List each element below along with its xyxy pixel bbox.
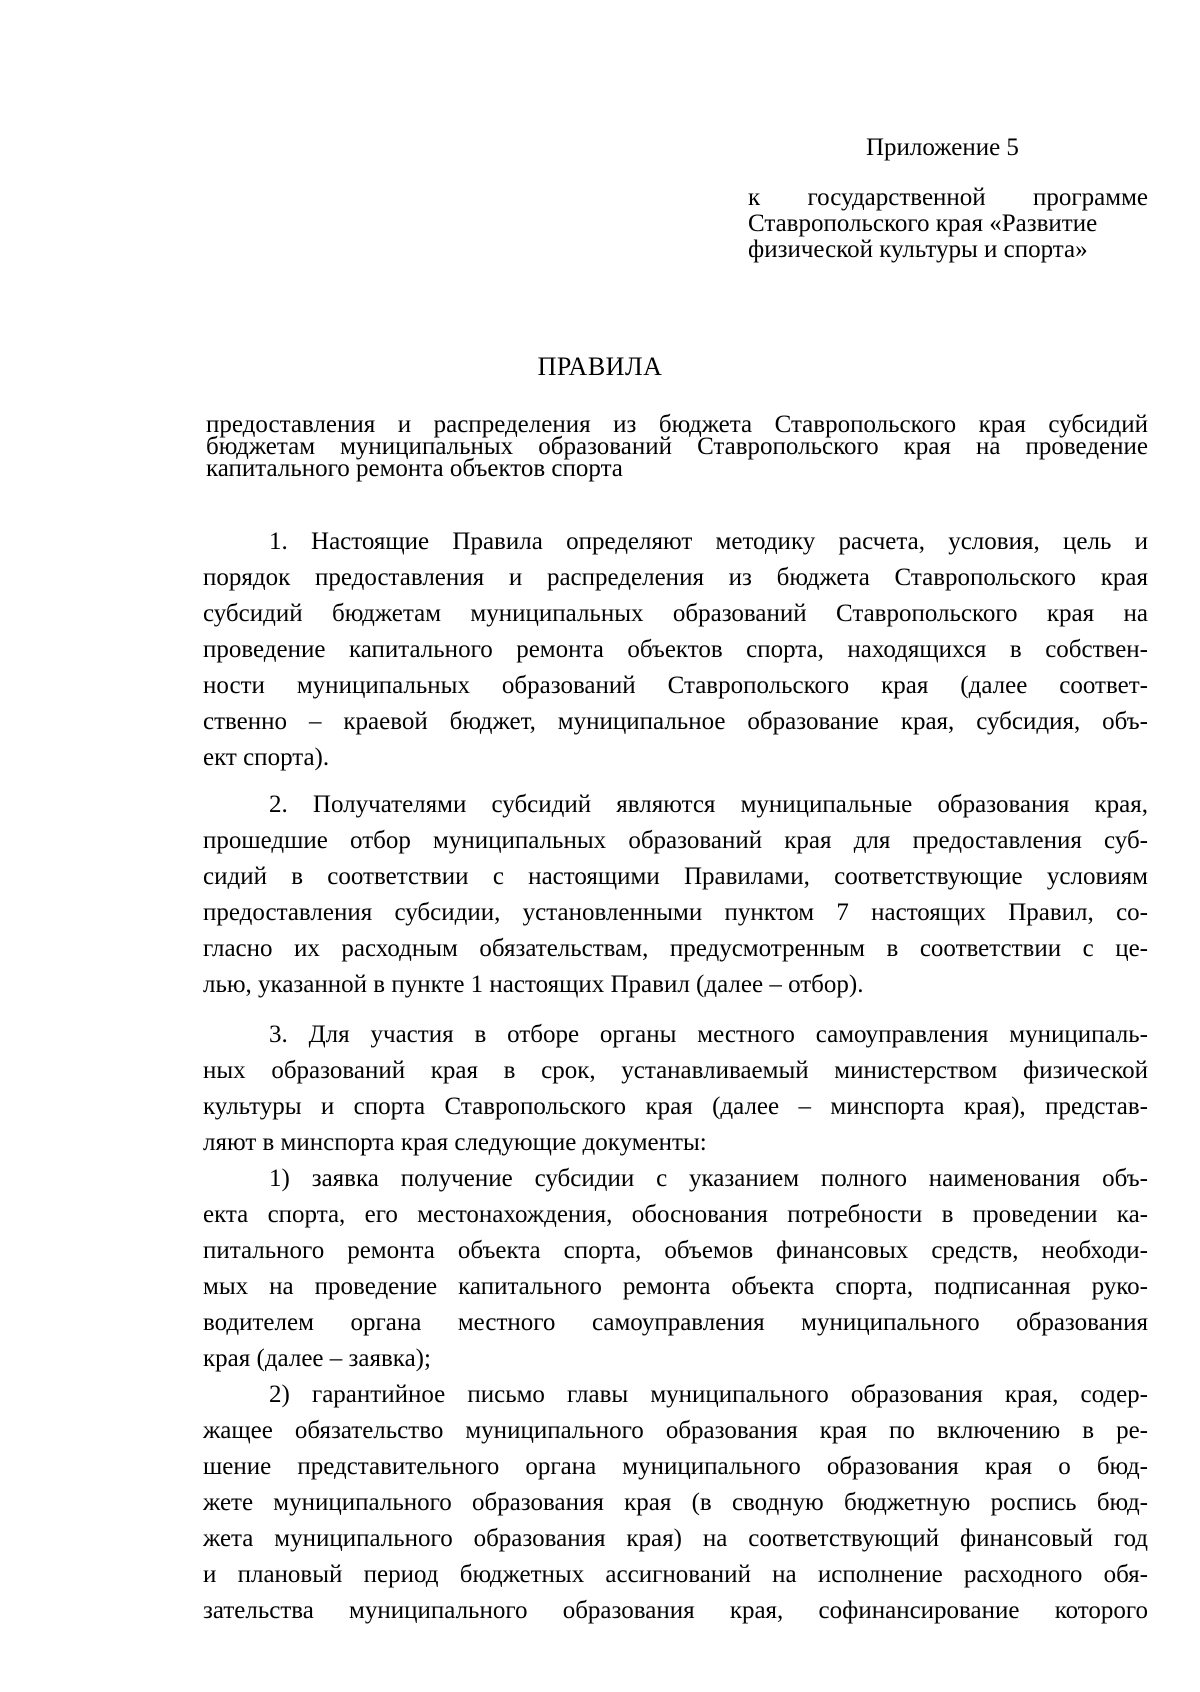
list-item-2-line: шение представительного органа муниципального образования края о бюд- (203, 1453, 1148, 1480)
document-subtitle (206, 411, 1148, 482)
paragraph-line: ности муниципальных образований Ставропольского края (далее соответ- (203, 672, 1148, 699)
list-item-1-line: екта спорта, его местонахождения, обоснования потребности в проведении ка- (203, 1201, 1148, 1228)
paragraph-line: прошедшие отбор муниципальных образований края для предоставления суб- (203, 827, 1148, 854)
paragraph-line: проведение капитального ремонта объектов спорта, находящихся в собствен- (203, 636, 1148, 663)
paragraph-1 (203, 524, 1148, 776)
paragraph-line: ственно – краевой бюджет, муниципальное образование края, субсидия, объ- (203, 708, 1148, 735)
paragraph-line: гласно их расходным обязательствам, предусмотренным в соответствии с це- (203, 935, 1148, 962)
list-item-2-line: жете муниципального образования края (в сводную бюджетную роспись бюд- (203, 1489, 1148, 1516)
list-item-1-line: мых на проведение капитального ремонта объекта спорта, подписанная руко- (203, 1273, 1148, 1300)
paragraph-line: субсидий бюджетам муниципальных образований Ставропольского края на (203, 600, 1148, 627)
paragraph-3 (203, 1017, 1148, 1629)
paragraph-line: ляют в минспорта края следующие документы: (203, 1129, 707, 1156)
appendix-reference (748, 185, 1148, 263)
list-item-1-line: края (далее – заявка); (203, 1345, 431, 1372)
paragraph-line: ект спорта). (203, 744, 330, 771)
appendix-ref-line: физической культуры и спорта» (748, 236, 1088, 263)
paragraph-line: культуры и спорта Ставропольского края (далее – минспорта края), представ- (203, 1093, 1148, 1120)
paragraph-line: порядок предоставления и распределения из бюджета Ставропольского края (203, 564, 1148, 591)
appendix-label: Приложение 5 (866, 134, 1019, 161)
paragraph-line: ных образований края в срок, устанавливаемый министерством физической (203, 1057, 1148, 1084)
appendix-ref-line: Ставропольского края «Развитие (748, 210, 1098, 237)
document-title: ПРАВИЛА (537, 352, 663, 381)
list-item-2-line: 2) гарантийное письмо главы муниципального образования края, содер- (269, 1381, 1148, 1408)
paragraph-line: 3. Для участия в отборе органы местного самоуправления муниципаль- (269, 1021, 1148, 1048)
appendix-ref-line: к государственной программе (748, 184, 1148, 211)
list-item-2-line: жащее обязательство муниципального образования края по включению в ре- (203, 1417, 1148, 1444)
list-item-1-line: 1) заявка получение субсидии с указанием полного наименования объ- (269, 1165, 1148, 1192)
paragraph-line: лью, указанной в пункте 1 настоящих Правил (далее – отбор). (203, 971, 864, 998)
list-item-2-line: жета муниципального образования края) на соответствующий финансовый год (203, 1525, 1148, 1552)
list-item-2-line: зательства муниципального образования края, софинансирование которого (203, 1597, 1148, 1624)
subtitle-line: предоставления и распределения из бюджета Ставропольского края субсидий (206, 411, 1148, 438)
list-item-1-line: питального ремонта объекта спорта, объемов финансовых средств, необходи- (203, 1237, 1148, 1264)
list-item-1-line: водителем органа местного самоуправления муниципального образования (203, 1309, 1148, 1336)
paragraph-2 (203, 787, 1148, 1003)
list-item-2-line: и плановый период бюджетных ассигнований на исполнение расходного обя- (203, 1561, 1148, 1588)
subtitle-line: капитального ремонта объектов спорта (206, 455, 623, 482)
paragraph-line: 1. Настоящие Правила определяют методику расчета, условия, цель и (269, 528, 1148, 555)
subtitle-line: бюджетам муниципальных образований Ставропольского края на проведение (206, 433, 1148, 460)
paragraph-line: 2. Получателями субсидий являются муниципальные образования края, (269, 791, 1148, 818)
paragraph-line: сидий в соответствии с настоящими Правилами, соответствующие условиям (203, 863, 1148, 890)
paragraph-line: предоставления субсидии, установленными пунктом 7 настоящих Правил, со- (203, 899, 1148, 926)
